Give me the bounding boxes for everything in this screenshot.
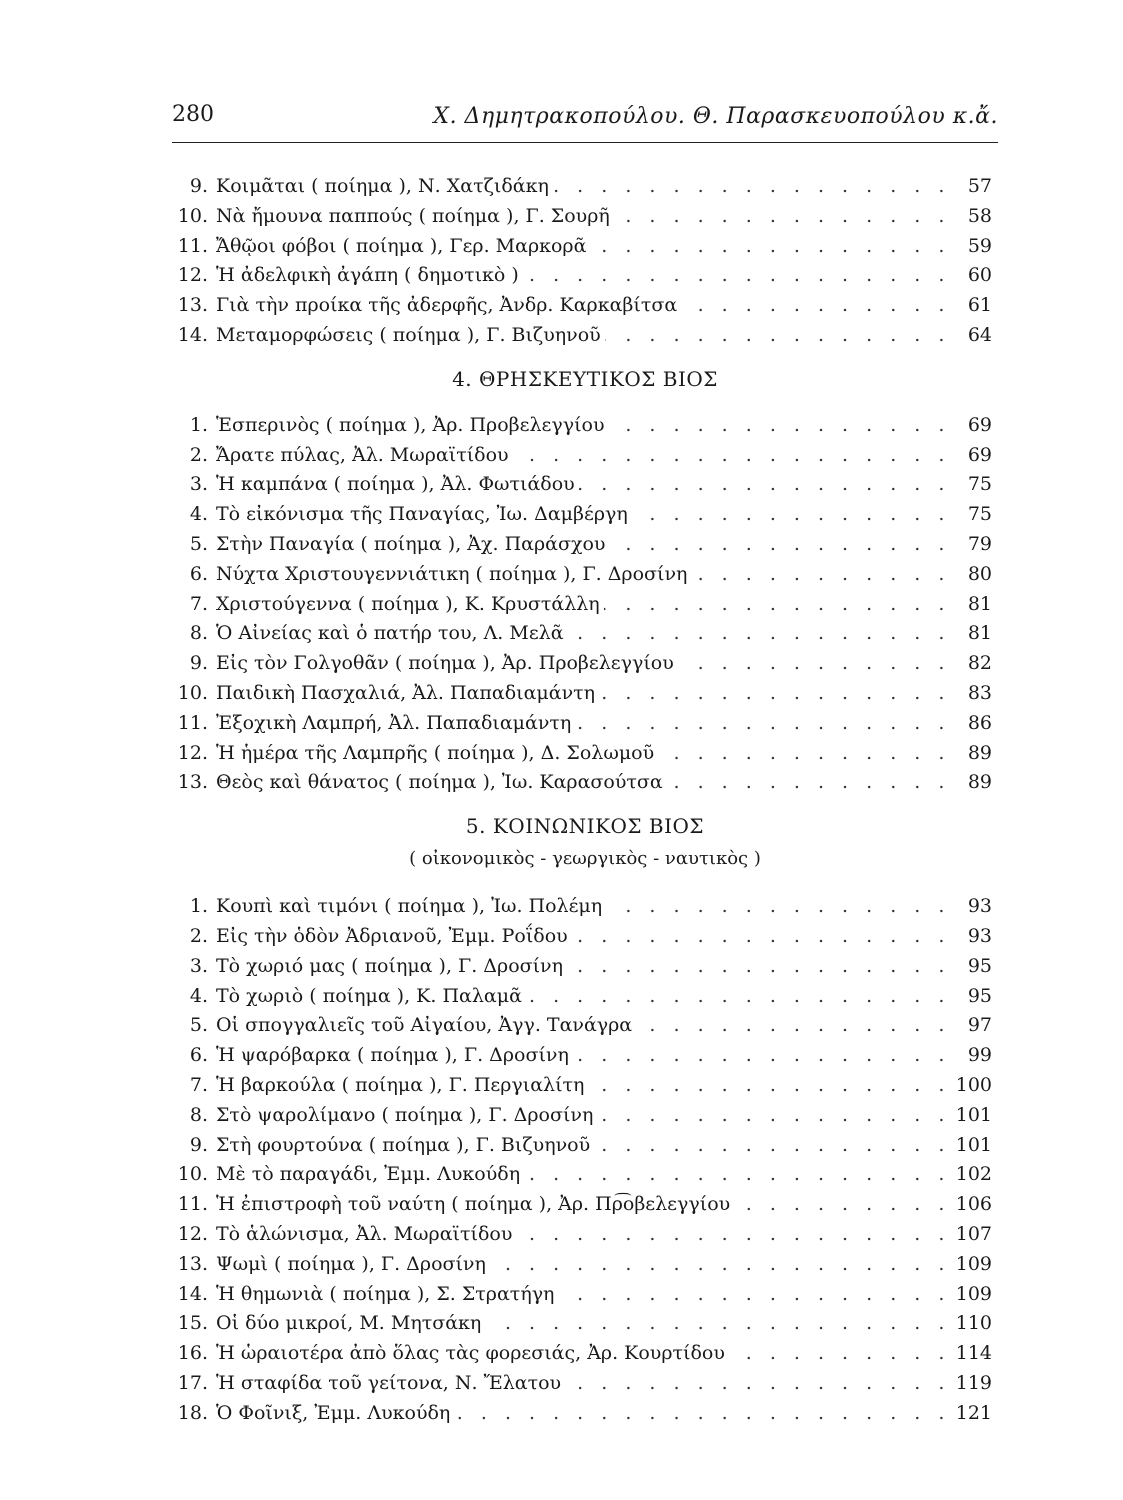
entry-title: Ἡ ψαρόβαρκα ( ποίημα ), Γ. Δροσίνη — [216, 1041, 573, 1071]
entry-page-number: 95 — [964, 952, 992, 982]
entry-number: 14. — [177, 323, 208, 346]
entry-title: Παιδικὴ Πασχαλιά, Ἀλ. Παπαδιαμάντη — [216, 679, 599, 709]
entry-number: 3. — [189, 473, 208, 496]
entry-title: Οἱ δύο μικροί, Μ. Μητσάκη — [216, 1309, 485, 1339]
entry-page-number: 81 — [964, 590, 992, 620]
entry-page-number: 114 — [952, 1339, 992, 1369]
entry-page-number: 61 — [964, 291, 992, 321]
entry-title: Ἄρατε πύλας, Ἀλ. Μωραϊτίδου — [216, 441, 513, 471]
entry-title: Θεὸς καὶ θάνατος ( ποίημα ), Ἰω. Καρασούτσα — [216, 768, 667, 798]
toc-entry — [172, 291, 998, 321]
entry-number: 11. — [177, 234, 208, 257]
entry-page-number: 106 — [952, 1190, 992, 1220]
toc-entry — [172, 709, 998, 739]
page-number: 280 — [172, 102, 214, 127]
entry-title: Τὸ χωριό μας ( ποίημα ), Γ. Δροσίνη — [216, 952, 567, 982]
entry-title: Ὁ Φοῖνιξ, Ἐμμ. Λυκούδη — [216, 1399, 454, 1429]
entry-number: 5. — [189, 532, 208, 555]
entry-title: Ἡ ὡραιοτέρα ἀπὸ ὅλας τὰς φορεσιάς, Ἀρ. Κουρτίδου — [216, 1339, 729, 1369]
entry-page-number: 121 — [952, 1399, 992, 1429]
entry-page-number: 107 — [952, 1220, 992, 1250]
entry-number: 5. — [189, 1014, 208, 1037]
entry-number: 13. — [177, 771, 208, 794]
entry-title: Κουπὶ καὶ τιμόνι ( ποίημα ), Ἰω. Πολέμη — [216, 892, 606, 922]
entry-page-number: 75 — [964, 500, 992, 530]
table-of-contents — [172, 172, 998, 1428]
toc-entry — [172, 1369, 998, 1399]
toc-entry — [172, 321, 998, 351]
entry-number: 2. — [189, 924, 208, 947]
toc-section-religious-life — [172, 411, 998, 798]
entry-number: 7. — [189, 1073, 208, 1096]
entry-title: Ἡ ἀδελφικὴ ἀγάπη ( δημοτικὸ ) — [216, 261, 523, 291]
toc-entry — [172, 1071, 998, 1101]
entry-title: Ἡ σταφίδα τοῦ γείτονα, Ν. Ἔλατου — [216, 1369, 565, 1399]
section-heading-social-life: 5. ΚΟΙΝΩΝΙΚΟΣ ΒΙΟΣ — [465, 814, 705, 839]
entry-number: 10. — [177, 1163, 208, 1186]
entry-page-number: 100 — [952, 1071, 992, 1101]
toc-entry — [172, 172, 998, 202]
entry-title: Κοιμᾶται ( ποίημα ), Ν. Χατζιδάκη — [216, 172, 553, 202]
toc-entry — [172, 619, 998, 649]
entry-title: Ἡ βαρκούλα ( ποίημα ), Γ. Περγιαλίτη — [216, 1071, 588, 1101]
entry-number: 9. — [189, 1133, 208, 1156]
entry-number: 4. — [189, 503, 208, 526]
entry-title: Ὁ Αἰνείας καὶ ὁ πατήρ του, Λ. Μελᾶ — [216, 619, 568, 649]
entry-number: 6. — [189, 562, 208, 585]
entry-title: Ἡ θημωνιὰ ( ποίημα ), Σ. Στρατήγη — [216, 1280, 558, 1310]
entry-number: 13. — [177, 1252, 208, 1275]
toc-entry — [172, 739, 998, 769]
toc-entry — [172, 1339, 998, 1369]
entry-number: 18. — [177, 1401, 208, 1424]
toc-entry — [172, 470, 998, 500]
toc-entry — [172, 202, 998, 232]
entry-title: Εἰς τὸν Γολγοθᾶν ( ποίημα ), Ἀρ. Προβελεγγίου — [216, 649, 678, 679]
entry-number: 12. — [177, 741, 208, 764]
entry-title: Ἄθῷοι φόβοι ( ποίημα ), Γερ. Μαρκορᾶ — [216, 232, 590, 262]
entry-title: Ψωμὶ ( ποίημα ), Γ. Δροσίνη — [216, 1250, 490, 1280]
toc-entry — [172, 1190, 998, 1220]
entry-number: 11. — [177, 711, 208, 734]
toc-entry — [172, 679, 998, 709]
toc-entry — [172, 1131, 998, 1161]
entry-page-number: 119 — [952, 1369, 992, 1399]
entry-number: 3. — [189, 954, 208, 977]
entry-number: 11. — [177, 1193, 208, 1216]
toc-group-continued — [172, 172, 998, 351]
entry-number: 16. — [177, 1342, 208, 1365]
entry-page-number: 81 — [964, 619, 992, 649]
entry-page-number: 64 — [964, 321, 992, 351]
entry-number: 9. — [189, 652, 208, 675]
entry-number: 2. — [189, 443, 208, 466]
entry-number: 12. — [177, 264, 208, 287]
entry-number: 7. — [189, 592, 208, 615]
entry-number: 1. — [189, 413, 208, 436]
entry-number: 9. — [189, 175, 208, 197]
entry-title: Νὰ ἤμουνα παππούς ( ποίημα ), Γ. Σουρῆ — [216, 202, 614, 232]
entry-number: 10. — [177, 204, 208, 227]
entry-page-number: 102 — [952, 1160, 992, 1190]
entry-number: 8. — [189, 622, 208, 645]
entry-number: 14. — [177, 1282, 208, 1305]
toc-entry — [172, 649, 998, 679]
toc-entry — [172, 892, 998, 922]
entry-title: Ἡ καμπάνα ( ποίημα ), Ἀλ. Φωτιάδου — [216, 470, 579, 500]
entry-title: Μεταμορφώσεις ( ποίημα ), Γ. Βιζυηνοῦ — [216, 321, 605, 351]
section-heading-religious-life: 4. ΘΡΗΣΚΕΥΤΙΚΟΣ ΒΙΟΣ — [452, 366, 718, 391]
entry-number: 10. — [177, 681, 208, 704]
entry-title: Οἱ σπογγαλιεῖς τοῦ Αἰγαίου, Ἀγγ. Τανάγρα — [216, 1011, 636, 1041]
toc-entry — [172, 1220, 998, 1250]
entry-title: Στὴν Παναγία ( ποίημα ), Ἀχ. Παράσχου — [216, 530, 609, 560]
entry-number: 12. — [177, 1222, 208, 1245]
toc-entry — [172, 590, 998, 620]
toc-section-social-life — [172, 892, 998, 1428]
entry-title: Μὲ τὸ παραγάδι, Ἐμμ. Λυκούδη — [216, 1160, 524, 1190]
page-header — [172, 100, 998, 143]
entry-title: Στὸ ψαρολίμανο ( ποίημα ), Γ. Δροσίνη — [216, 1101, 597, 1131]
entry-number: 17. — [177, 1371, 208, 1394]
toc-entry — [172, 261, 998, 291]
entry-title: Εἰς τὴν ὁδὸν Ἀδριανοῦ, Ἐμμ. Ροΐδου — [216, 922, 572, 952]
entry-number: 13. — [177, 294, 208, 317]
entry-page-number: 89 — [964, 739, 992, 769]
entry-page-number: 86 — [964, 709, 992, 739]
toc-entry — [172, 952, 998, 982]
entry-page-number: 59 — [964, 232, 992, 262]
entry-number: 1. — [189, 895, 208, 918]
entry-title: Χριστούγεννα ( ποίημα ), Κ. Κρυστάλλη — [216, 590, 604, 620]
entry-page-number: 89 — [964, 768, 992, 798]
entry-page-number: 109 — [952, 1250, 992, 1280]
entry-title: Στὴ φουρτούνα ( ποίημα ), Γ. Βιζυηνοῦ — [216, 1131, 594, 1161]
toc-entry — [172, 1250, 998, 1280]
entry-page-number: 57 — [964, 172, 992, 202]
entry-page-number: 82 — [964, 649, 992, 679]
toc-entry — [172, 530, 998, 560]
toc-entry — [172, 1309, 998, 1339]
entry-page-number: 101 — [952, 1131, 992, 1161]
entry-page-number: 101 — [952, 1101, 992, 1131]
toc-entry — [172, 1011, 998, 1041]
entry-page-number: 83 — [964, 679, 992, 709]
toc-entry — [172, 560, 998, 590]
toc-entry — [172, 982, 998, 1012]
entry-page-number: 79 — [964, 530, 992, 560]
entry-number: 15. — [177, 1312, 208, 1335]
entry-page-number: 109 — [952, 1280, 992, 1310]
entry-page-number: 69 — [964, 411, 992, 441]
entry-title: Τὸ χωριὸ ( ποίημα ), Κ. Παλαμᾶ — [216, 982, 526, 1012]
toc-entry — [172, 768, 998, 798]
toc-entry — [172, 922, 998, 952]
toc-entry — [172, 411, 998, 441]
entry-page-number: 75 — [964, 470, 992, 500]
entry-page-number: 60 — [964, 261, 992, 291]
entry-title: Γιὰ τὴν προίκα τῆς ἀδερφῆς, Ἀνδρ. Καρκαβίτσα — [216, 291, 681, 321]
entry-page-number: 99 — [964, 1041, 992, 1071]
entry-page-number: 93 — [964, 892, 992, 922]
section-subheading-social-life: ( οἰκονομικὸς - γεωργικὸς - ναυτικὸς ) — [409, 848, 761, 870]
entry-page-number: 93 — [964, 922, 992, 952]
entry-title: Ἡ ἐπιστροφὴ τοῦ ναύτη ( ποίημα ), Ἀρ. Πρ͡οβελεγγίου — [216, 1190, 734, 1220]
entry-title: Ἐξοχικὴ Λαμπρή, Ἀλ. Παπαδιαμάντη — [216, 709, 575, 739]
entry-page-number: 97 — [964, 1011, 992, 1041]
entry-number: 8. — [189, 1103, 208, 1126]
entry-page-number: 58 — [964, 202, 992, 232]
toc-entry — [172, 441, 998, 471]
toc-entry — [172, 1041, 998, 1071]
toc-entry — [172, 1160, 998, 1190]
toc-entry — [172, 1101, 998, 1131]
entry-title: Νύχτα Χριστουγεννιάτικη ( ποίημα ), Γ. Δροσίνη — [216, 560, 691, 590]
entry-title: Τὸ εἰκόνισμα τῆς Παναγίας, Ἰω. Δαμβέργη — [216, 500, 632, 530]
entry-title: Ἑσπερινὸς ( ποίημα ), Ἀρ. Προβελεγγίου — [216, 411, 609, 441]
entry-page-number: 95 — [964, 982, 992, 1012]
running-title: Χ. Δημητρακοπούλου. Θ. Παρασκευοπούλου κ.ἄ. — [433, 104, 998, 129]
entry-title: Τὸ ἁλώνισμα, Ἀλ. Μωραϊτίδου — [216, 1220, 516, 1250]
toc-entry — [172, 1280, 998, 1310]
entry-page-number: 69 — [964, 441, 992, 471]
entry-number: 6. — [189, 1044, 208, 1067]
entry-title: Ἡ ἡμέρα τῆς Λαμπρῆς ( ποίημα ), Δ. Σολωμοῦ — [216, 739, 658, 769]
toc-entry — [172, 1399, 998, 1429]
entry-page-number: 110 — [952, 1309, 992, 1339]
entry-number: 4. — [189, 984, 208, 1007]
toc-entry — [172, 232, 998, 262]
toc-entry — [172, 500, 998, 530]
entry-page-number: 80 — [964, 560, 992, 590]
